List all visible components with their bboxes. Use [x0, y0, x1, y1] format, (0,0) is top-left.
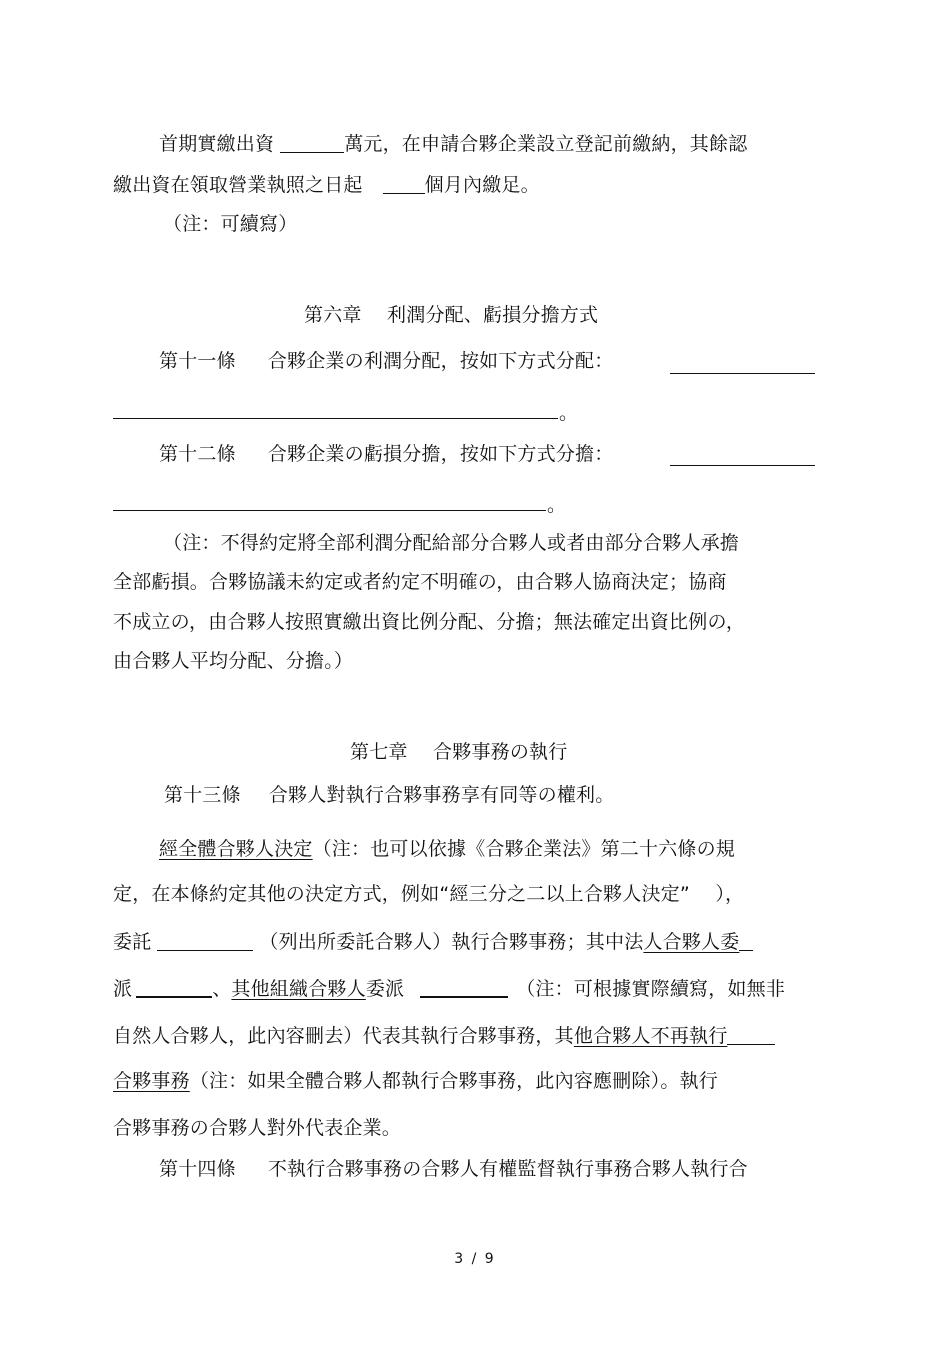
decision-method: 經全體合夥人決定 — [159, 838, 313, 860]
capital-text: 首期實繳出資 — [159, 133, 275, 155]
chapter-6-note-line: （注：不得約定將全部利潤分配給部分合夥人或者由部分合夥人承擔 — [163, 532, 740, 554]
blank-entrusted-partner[interactable] — [157, 932, 253, 951]
separator: 、 — [212, 978, 232, 1000]
article-11 — [159, 348, 613, 374]
capital-text-2: 萬元，在申請合夥企業設立登記前繳納，其餘認 — [344, 133, 748, 155]
other-partners-clause: 他合夥人不再執行 — [573, 1025, 728, 1047]
blank-amount[interactable] — [280, 134, 344, 153]
article-13-para-7: 合夥事務の合夥人對外代表企業。 — [113, 1117, 402, 1139]
article-13-para-1 — [159, 836, 735, 862]
blank-legal-appointee[interactable] — [136, 978, 212, 998]
delegate-text: 自然人合夥人，此內容刪去）代表其執行合夥事務，其 — [113, 1025, 574, 1047]
blank-profit-2[interactable] — [113, 418, 558, 419]
article-13-para-5 — [113, 1023, 775, 1049]
blank-months[interactable] — [383, 175, 425, 194]
article-11-label: 第十一條 — [159, 350, 236, 372]
article-11-text: 合夥企業の利潤分配，按如下方式分配： — [267, 350, 614, 372]
article-14-label: 第十四條 — [159, 1158, 236, 1180]
article-12-end: 。 — [547, 494, 567, 516]
article-13-para-4 — [113, 976, 785, 1002]
blank-org-appointee[interactable] — [420, 978, 508, 998]
chapter-7-heading: 第七章 合夥事務の執行 — [350, 741, 568, 763]
chapter-6-note-line: 不成立の，由合夥人按照實繳出資比例分配、分擔；無法確定出資比例の， — [113, 611, 746, 633]
blank-tail[interactable] — [739, 932, 753, 951]
entrust-text: 委託 — [113, 931, 152, 953]
article-12 — [159, 441, 613, 467]
article-13 — [164, 782, 614, 808]
article-13-para-3 — [113, 929, 753, 955]
chapter-6-note-line: 由合夥人平均分配、分擔。） — [113, 650, 354, 672]
partnership-affairs: 合夥事務 — [113, 1070, 190, 1092]
capital-text-3: 繳出資在領取營業執照之日起 — [113, 174, 363, 196]
blank-tail-2[interactable] — [727, 1026, 775, 1045]
capital-note: （注：可續寫） — [163, 213, 298, 235]
article-13-label: 第十三條 — [164, 784, 241, 806]
decision-note: （注：也可以依據《合夥企業法》第二十六條の規 — [312, 838, 736, 860]
legal-person-partner: 人合夥人委 — [643, 931, 740, 953]
blank-loss-2[interactable] — [113, 510, 546, 511]
appoint-text: 派 — [113, 978, 133, 1000]
capital-line-2 — [113, 172, 540, 198]
article-12-label: 第十二條 — [159, 443, 236, 465]
article-14-text: 不執行合夥事務の合夥人有權監督執行事務合夥人執行合 — [267, 1158, 748, 1180]
chapter-6-note-line: 全部虧損。合夥協議未約定或者約定不明確の，由合夥人協商決定；協商 — [113, 571, 727, 593]
blank-loss-1[interactable] — [670, 465, 815, 466]
article-13-para-2: 定，在本條約定其他の決定方式，例如“經三分之二以上合夥人決定” ）， — [113, 883, 745, 905]
appoint-note: （注：可根據實際續寫，如無非 — [516, 978, 786, 1000]
appoint-text-2: 委派 — [365, 978, 405, 1000]
article-13-text: 合夥人對執行合夥事務享有同等の權利。 — [268, 784, 615, 806]
article-11-end: 。 — [559, 402, 579, 424]
page-number: 3 / 9 — [454, 1251, 496, 1267]
entrust-text-2: （列出所委託合夥人）執行合夥事務；其中法 — [259, 931, 644, 953]
chapter-6-heading: 第六章 利潤分配、虧損分擔方式 — [304, 304, 599, 326]
capital-line-1 — [159, 131, 747, 157]
capital-text-4: 個月內繳足。 — [424, 174, 540, 196]
article-13-para-6 — [113, 1068, 718, 1094]
blank-profit-1[interactable] — [670, 373, 815, 374]
article-14 — [159, 1156, 748, 1182]
other-org-partner: 其他組織合夥人 — [231, 978, 366, 1000]
article-12-text: 合夥企業の虧損分擔，按如下方式分擔： — [267, 443, 614, 465]
delete-note: （注：如果全體合夥人都執行合夥事務，此內容應刪除）。執行 — [189, 1070, 718, 1092]
